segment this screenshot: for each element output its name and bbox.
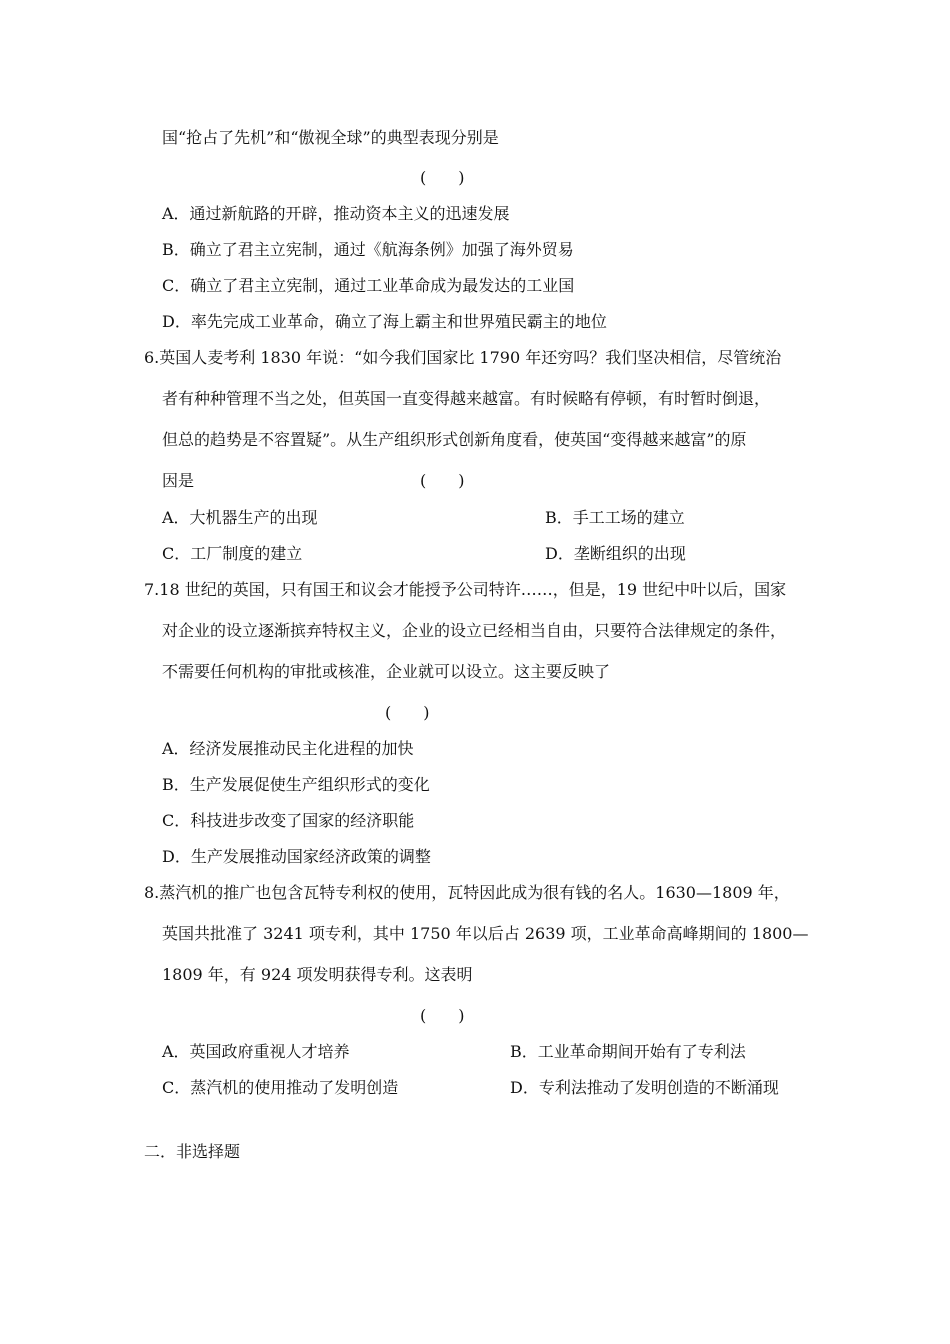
q7-option-c: C．科技进步改变了国家的经济职能 [162, 811, 415, 830]
q8-option-a: A．英国政府重视人才培养 [162, 1042, 350, 1061]
q8-option-c: C．蒸汽机的使用推动了发明创造 [162, 1078, 399, 1097]
q5-answer-paren: ( ) [420, 168, 465, 187]
q6-stem-line-1: 6.英国人麦考利 1830 年说：“如今我们国家比 1790 年还穷吗？我们坚决相信，尽管统治 [144, 348, 782, 367]
q7-option-d: D．生产发展推动国家经济政策的调整 [162, 847, 431, 866]
q7-answer-paren: ( ) [385, 703, 430, 722]
q7-option-a: A．经济发展推动民主化进程的加快 [162, 739, 414, 758]
q8-stem-line-3: 1809 年，有 924 项发明获得专利。这表明 [162, 965, 473, 984]
q8-answer-paren: ( ) [420, 1006, 465, 1025]
q7-stem-line-1: 7.18 世纪的英国，只有国王和议会才能授予公司特许……，但是，19 世纪中叶以后，国家 [144, 580, 787, 599]
q6-stem-line-3: 但总的趋势是不容置疑”。从生产组织形式创新角度看，使英国“变得越来越富”的原 [162, 430, 747, 449]
q7-stem-line-3: 不需要任何机构的审批或核准，企业就可以设立。这主要反映了 [162, 662, 611, 681]
q5-option-b: B．确立了君主立宪制，通过《航海条例》加强了海外贸易 [162, 240, 574, 259]
section-2-title: 二．非选择题 [144, 1142, 241, 1161]
q8-stem-line-1: 8.蒸汽机的推广也包含瓦特专利权的使用，瓦特因此成为很有钱的名人。1630—1809 年， [144, 883, 790, 902]
q6-option-d: D．垄断组织的出现 [545, 544, 686, 563]
q5-option-d: D．率先完成工业革命，确立了海上霸主和世界殖民霸主的地位 [162, 312, 607, 331]
q8-stem-line-2: 英国共批准了 3241 项专利，其中 1750 年以后占 2639 项，工业革命高峰期间的 1800— [162, 924, 809, 943]
q6-answer-paren: ( ) [420, 471, 465, 490]
q8-option-d: D．专利法推动了发明创造的不断涌现 [510, 1078, 779, 1097]
q6-stem-line-4: 因是 [162, 471, 195, 490]
q5-stem-tail: 国“抢占了先机”和“傲视全球”的典型表现分别是 [162, 128, 499, 147]
q6-option-a: A．大机器生产的出现 [162, 508, 318, 527]
q8-option-b: B．工业革命期间开始有了专利法 [510, 1042, 746, 1061]
q6-stem-line-2: 者有种种管理不当之处，但英国一直变得越来越富。有时候略有停顿，有时暂时倒退， [162, 389, 771, 408]
q5-option-a: A．通过新航路的开辟，推动资本主义的迅速发展 [162, 204, 510, 223]
q5-option-c: C．确立了君主立宪制，通过工业革命成为最发达的工业国 [162, 276, 575, 295]
q6-option-b: B．手工工场的建立 [545, 508, 685, 527]
q7-option-b: B．生产发展促使生产组织形式的变化 [162, 775, 430, 794]
q6-option-c: C．工厂制度的建立 [162, 544, 303, 563]
q7-stem-line-2: 对企业的设立逐渐摈弃特权主义，企业的设立已经相当自由，只要符合法律规定的条件， [162, 621, 787, 640]
